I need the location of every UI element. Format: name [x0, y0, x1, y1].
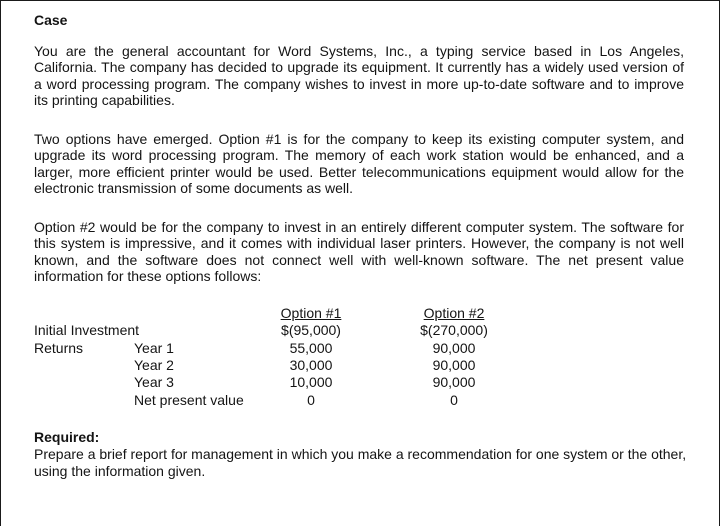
option-1-initial: $(95,000) — [281, 322, 341, 338]
paragraph-option-2: Option #2 would be for the company to invest in an entirely different computer system. The software for this system is impressive, and it comes with individual laser printers. However, the company is not well known, and the software does not connect well with well-known software. The net present value information for these options follows: — [34, 219, 684, 284]
option-2-year-2: 90,000 — [432, 357, 476, 373]
npv-label: Net present value — [134, 392, 244, 408]
option-1-year-1: 55,000 — [289, 340, 333, 356]
required-heading: Required: — [34, 429, 100, 445]
year-2-label: Year 2 — [134, 357, 174, 373]
option-2-npv: 0 — [450, 392, 458, 408]
paragraph-option-1: Two options have emerged. Option #1 is for the company to keep its existing computer system, and upgrade its word processing program. The memory of each work station would be enhanced, and a larger, more efficient printer would be used. Better telecommunications equipment would allow for the electronic transmission of some documents as well. — [34, 131, 684, 196]
initial-investment-label: Initial Investment — [34, 322, 140, 338]
case-heading: Case — [34, 12, 68, 28]
option-2-year-3: 90,000 — [432, 374, 476, 390]
option-1-header: Option #1 — [280, 305, 342, 321]
year-1-label: Year 1 — [134, 340, 174, 356]
paragraph-intro: You are the general accountant for Word Systems, Inc., a typing service based in Los Angeles, California. The company has decided to upgrade its equipment. It currently has a widely used version of a word processing program. The company wishes to invest in more up-to-date software and to improve its printing capabilities. — [34, 43, 684, 108]
option-1-year-2: 30,000 — [289, 357, 333, 373]
required-text: Prepare a brief report for management in which you make a recommendation for one system or the other, using the information given. — [34, 446, 687, 479]
year-3-label: Year 3 — [134, 374, 174, 390]
option-1-npv: 0 — [307, 392, 315, 408]
option-2-initial: $(270,000) — [420, 322, 488, 338]
option-2-header: Option #2 — [423, 305, 485, 321]
option-2-year-1: 90,000 — [432, 340, 476, 356]
returns-label: Returns — [34, 340, 84, 356]
option-1-year-3: 10,000 — [289, 374, 333, 390]
